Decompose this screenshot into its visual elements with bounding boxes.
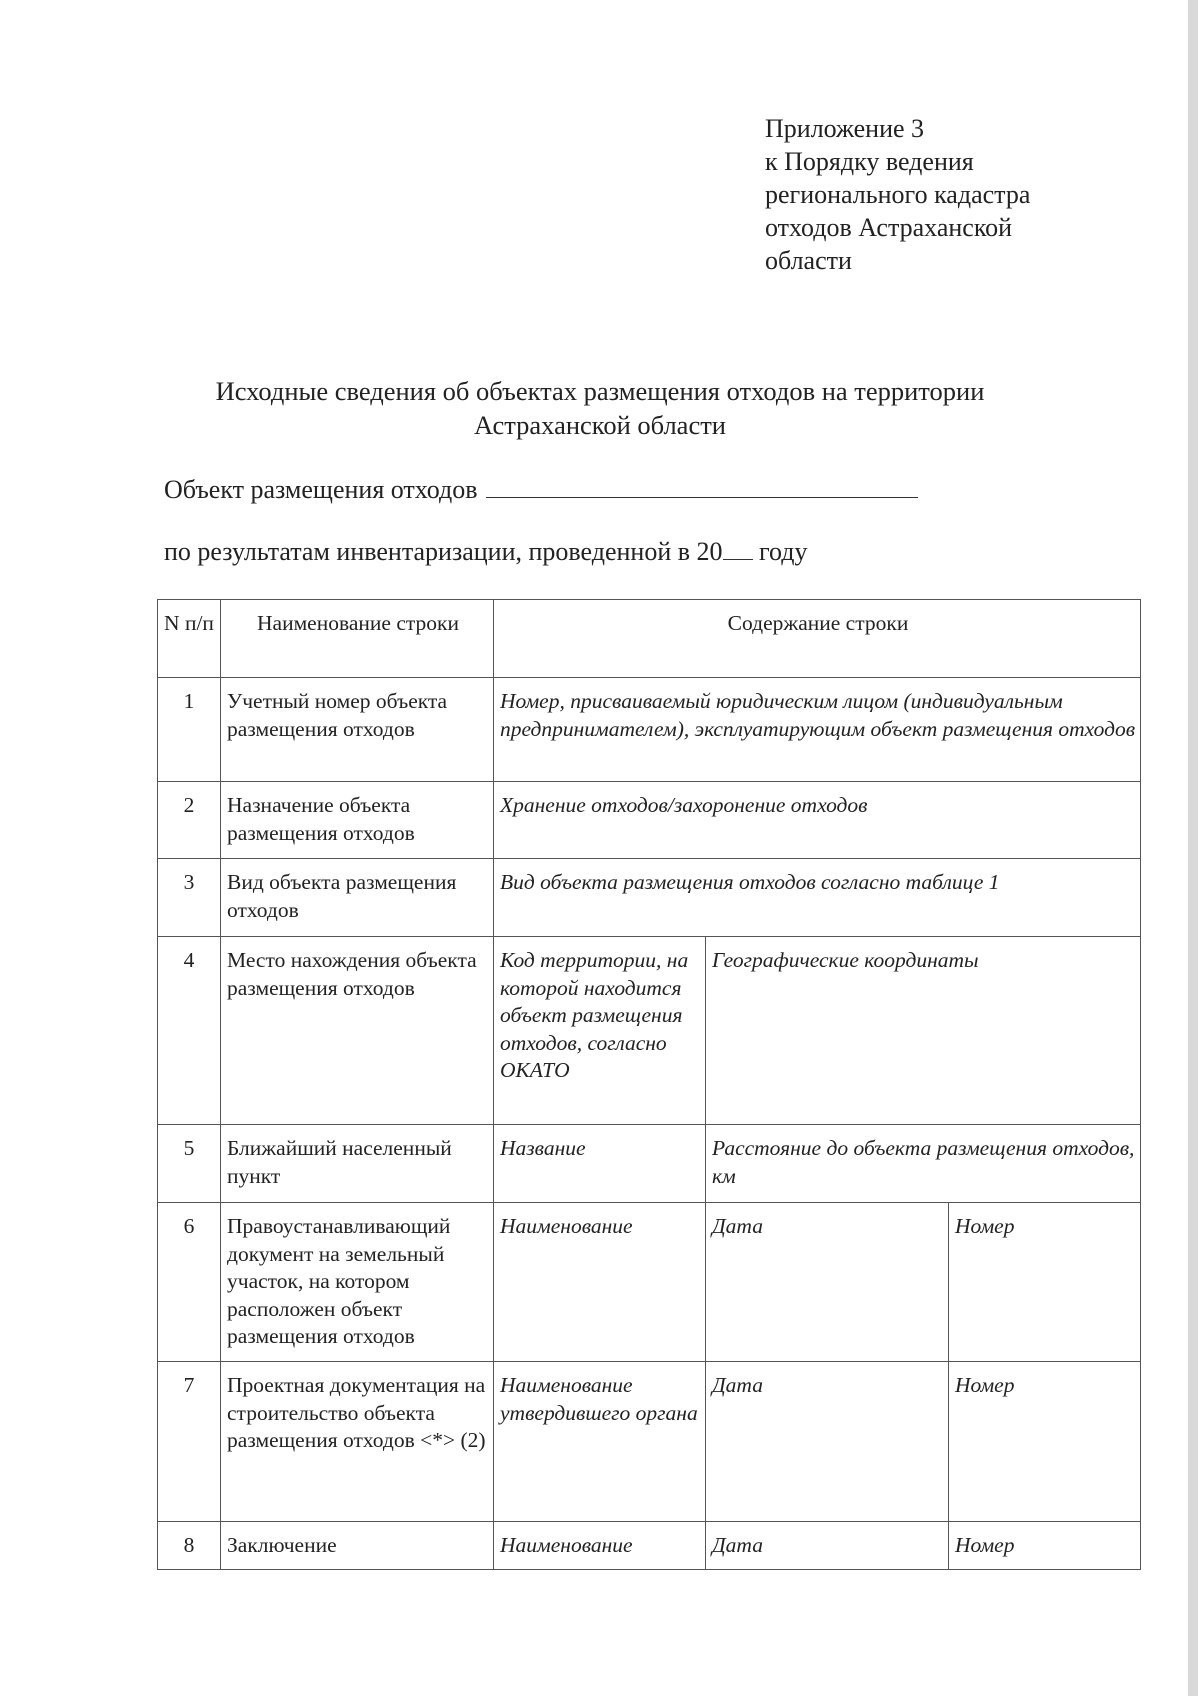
- table-row: [158, 678, 1141, 782]
- row-content: Номер, присваиваемый юридическим лицом (индивидуальным предпринимателем), эксплуатирующим объект размещения отходов: [494, 678, 1141, 782]
- row-content-3: Номер: [949, 1203, 1141, 1362]
- row-content-1: Наименование утвердившего органа: [494, 1362, 706, 1522]
- annex-line: регионального кадастра: [765, 180, 1031, 209]
- header-num: N п/п: [158, 600, 221, 678]
- table-header-row: [158, 600, 1141, 678]
- object-field-blank[interactable]: [486, 475, 918, 498]
- row-content-2: Дата: [706, 1522, 949, 1570]
- table-row: [158, 1203, 1141, 1362]
- table-row: [158, 782, 1141, 859]
- row-name: Заключение: [221, 1522, 494, 1570]
- row-content-1: Название: [494, 1125, 706, 1203]
- object-field-label: Объект размещения отходов: [164, 475, 478, 504]
- row-num: 4: [158, 937, 221, 1125]
- row-num: 3: [158, 859, 221, 937]
- table-row: [158, 1125, 1141, 1203]
- row-content-1: Код территории, на которой находится объект размещения отходов, согласно ОКАТО: [494, 937, 706, 1125]
- row-num: 6: [158, 1203, 221, 1362]
- annex-line: области: [765, 246, 852, 275]
- document-title: [150, 374, 1050, 442]
- inventory-line: [164, 536, 808, 568]
- row-name: Ближайший населенный пункт: [221, 1125, 494, 1203]
- table-row: [158, 1362, 1141, 1522]
- table-row: [158, 937, 1141, 1125]
- row-content-2: Дата: [706, 1362, 949, 1522]
- row-content: Вид объекта размещения отходов согласно таблице 1: [494, 859, 1141, 937]
- year-blank[interactable]: [723, 539, 753, 560]
- table-row: [158, 1522, 1141, 1570]
- row-name: Место нахождения объекта размещения отходов: [221, 937, 494, 1125]
- annex-line: отходов Астраханской: [765, 213, 1013, 242]
- row-content-2: Дата: [706, 1203, 949, 1362]
- inventory-prefix: по результатам инвентаризации, проведенной в 20: [164, 537, 723, 566]
- row-num: 2: [158, 782, 221, 859]
- row-content-1: Наименование: [494, 1203, 706, 1362]
- row-content-3: Номер: [949, 1522, 1141, 1570]
- title-line-2: Астраханской области: [474, 410, 726, 440]
- row-num: 7: [158, 1362, 221, 1522]
- annex-line: Приложение 3: [765, 114, 925, 143]
- table-row: [158, 859, 1141, 937]
- row-name: Вид объекта размещения отходов: [221, 859, 494, 937]
- title-line-1: Исходные сведения об объектах размещения отходов на территории: [215, 376, 985, 406]
- page-edge-shadow: [1188, 0, 1198, 1696]
- row-num: 1: [158, 678, 221, 782]
- row-content-2: Географические координаты: [706, 937, 1141, 1125]
- row-content-3: Номер: [949, 1362, 1141, 1522]
- row-num: 5: [158, 1125, 221, 1203]
- row-num: 8: [158, 1522, 221, 1570]
- annex-line: к Порядку ведения: [765, 147, 974, 176]
- row-content: Хранение отходов/захоронение отходов: [494, 782, 1141, 859]
- row-content-1: Наименование: [494, 1522, 706, 1570]
- info-table: [157, 599, 1141, 1570]
- row-name: Учетный номер объекта размещения отходов: [221, 678, 494, 782]
- inventory-suffix: году: [759, 537, 808, 566]
- row-content-2: Расстояние до объекта размещения отходов, км: [706, 1125, 1141, 1203]
- header-name: Наименование строки: [221, 600, 494, 678]
- row-name: Правоустанавливающий документ на земельный участок, на котором расположен объект размещения отходов: [221, 1203, 494, 1362]
- row-name: Назначение объекта размещения отходов: [221, 782, 494, 859]
- header-content: Содержание строки: [494, 600, 1141, 678]
- object-field: [164, 474, 918, 506]
- row-name: Проектная документация на строительство объекта размещения отходов <*> (2): [221, 1362, 494, 1522]
- annex-header: [765, 112, 1030, 277]
